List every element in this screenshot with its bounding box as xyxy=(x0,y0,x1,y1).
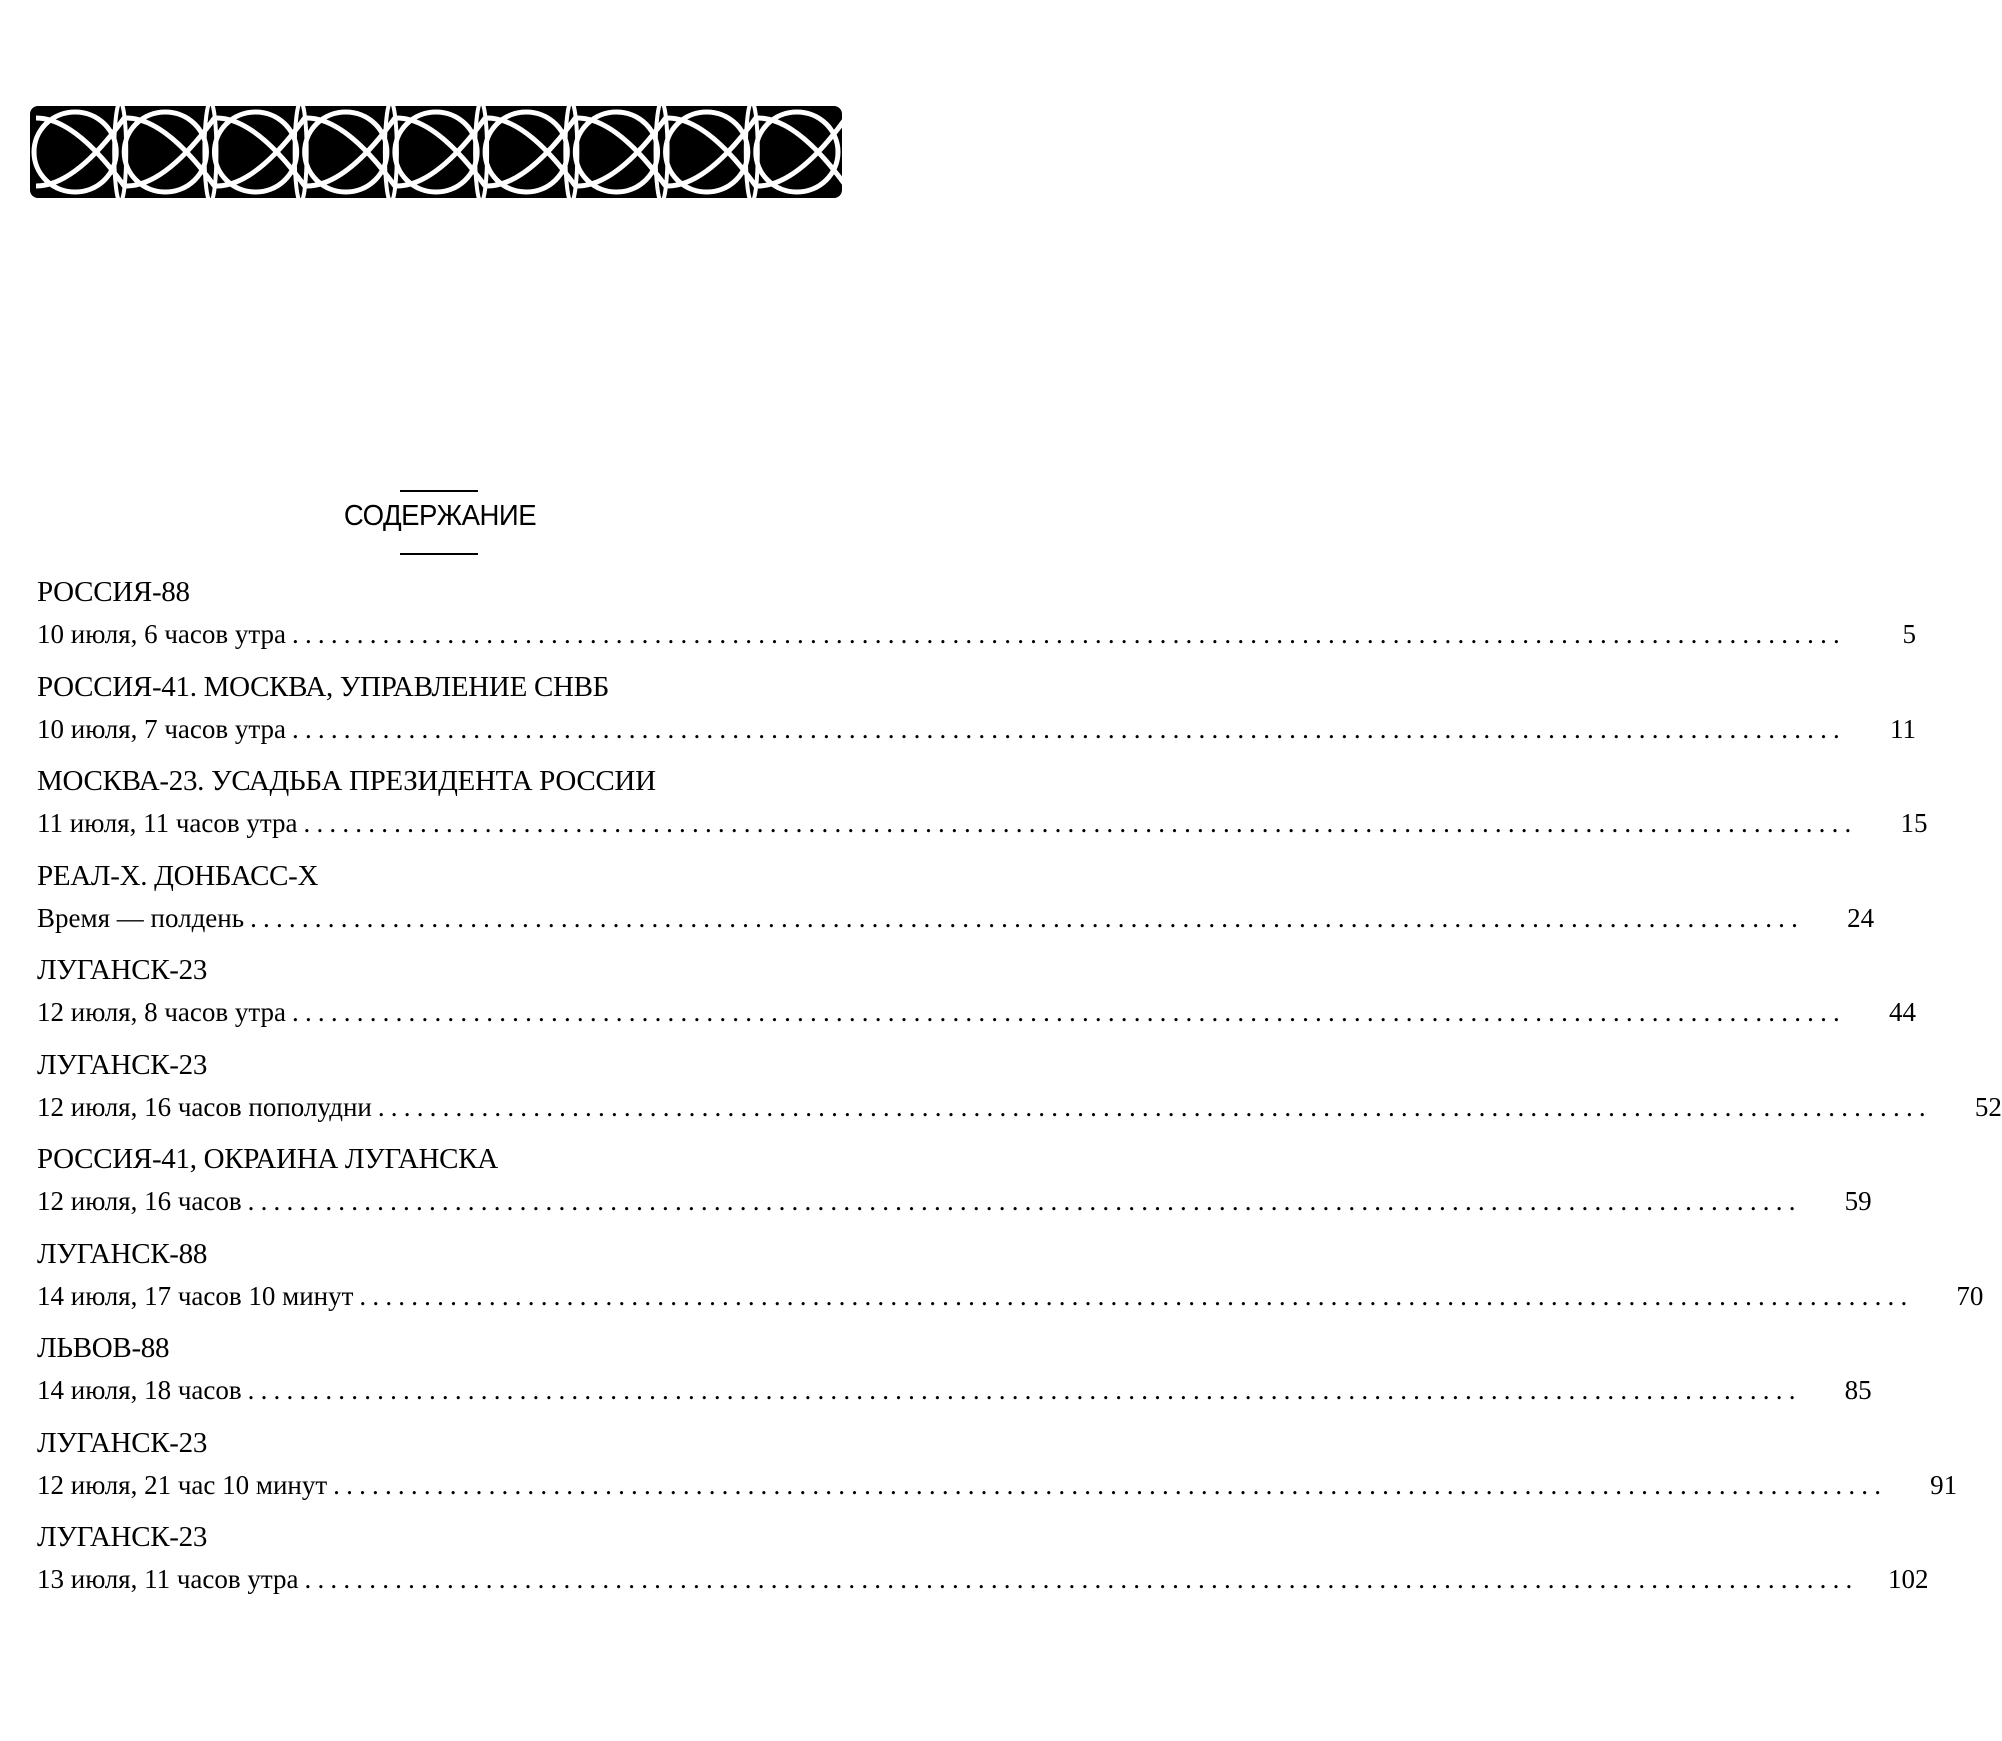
toc-entry-heading: РОССИЯ-41, ОКРАИНА ЛУГАНСКА xyxy=(37,1143,498,1175)
toc-entry[interactable] xyxy=(37,1517,1929,1612)
dot-leader: ........................................................................................................................ xyxy=(359,1280,1914,1311)
toc-entry-page-number: 5 xyxy=(1902,619,1916,649)
toc-entry-page-number: 24 xyxy=(1847,902,1875,933)
toc-entry-subtitle: 13 июля, 11 часов утра xyxy=(37,1564,299,1594)
toc-entry-heading: ЛУГАНСК-23 xyxy=(37,1426,208,1459)
dot-leader: ........................................................................................................................ xyxy=(292,713,1846,744)
celtic-knot-banner xyxy=(30,98,842,206)
toc-entry-subtitle: 10 июля, 6 часов утра xyxy=(37,619,286,649)
toc-entry-heading: ЛУГАНСК-88 xyxy=(37,1237,208,1270)
toc-entry-page-number: 15 xyxy=(1900,808,1928,838)
toc-entry[interactable] xyxy=(37,667,1916,762)
toc-entry-heading: ЛЬВОВ-88 xyxy=(37,1332,170,1364)
toc-entry-page-number: 11 xyxy=(1890,713,1916,744)
dot-leader: ........................................................................................................................ xyxy=(292,997,1846,1027)
dot-leader: ........................................................................................................................ xyxy=(333,1469,1888,1500)
toc-entry[interactable] xyxy=(37,572,1916,667)
title-rule-bottom xyxy=(400,553,478,555)
toc-entry-page-number: 59 xyxy=(1844,1186,1872,1216)
toc-entry[interactable] xyxy=(37,950,1916,1045)
toc-entry-subtitle: 12 июля, 21 час 10 минут xyxy=(37,1469,328,1500)
toc-entry[interactable] xyxy=(37,761,1928,856)
table-of-contents xyxy=(37,572,2002,1612)
toc-entry-heading: ЛУГАНСК-23 xyxy=(37,1521,208,1553)
toc-entry-page-number: 91 xyxy=(1930,1469,1958,1500)
page-title: СОДЕРЖАНИЕ xyxy=(343,500,537,532)
dot-leader: ........................................................................................................................ xyxy=(304,1564,1859,1594)
toc-entry-heading: РЕАЛ-Х. ДОНБАСС-Х xyxy=(37,859,319,892)
title-rule-top xyxy=(400,490,478,492)
toc-entry-subtitle: 11 июля, 11 часов утра xyxy=(37,808,298,838)
toc-entry[interactable] xyxy=(37,1234,1984,1329)
toc-entry-heading: ЛУГАНСК-23 xyxy=(37,1048,208,1081)
toc-entry[interactable] xyxy=(37,856,1875,951)
toc-entry-page-number: 102 xyxy=(1888,1564,1929,1594)
toc-entry-subtitle: Время — полдень xyxy=(37,902,245,933)
toc-entry-page-number: 85 xyxy=(1844,1375,1872,1405)
dot-leader: ........................................................................................................................ xyxy=(292,619,1846,649)
dot-leader: ........................................................................................................................ xyxy=(303,808,1858,838)
toc-entry-page-number: 52 xyxy=(1974,1091,2002,1122)
toc-entry-subtitle: 14 июля, 17 часов 10 минут xyxy=(37,1280,354,1311)
dot-leader: ........................................................................................................................ xyxy=(247,1186,1802,1216)
toc-entry-subtitle: 12 июля, 8 часов утра xyxy=(37,997,286,1027)
dot-leader: ........................................................................................................................ xyxy=(250,902,1805,933)
toc-entry[interactable] xyxy=(37,1328,1872,1423)
toc-entry-page-number: 44 xyxy=(1889,997,1916,1027)
toc-entry-heading: РОССИЯ-88 xyxy=(37,576,190,608)
toc-entry[interactable] xyxy=(37,1045,2002,1140)
toc-entry-subtitle: 10 июля, 7 часов утра xyxy=(37,713,286,744)
toc-entry-heading: МОСКВА-23. УСАДЬБА ПРЕЗИДЕНТА РОССИИ xyxy=(37,765,656,797)
dot-leader: ........................................................................................................................ xyxy=(377,1091,1932,1122)
toc-entry[interactable] xyxy=(37,1423,1958,1518)
toc-entry-page-number: 70 xyxy=(1956,1280,1984,1311)
toc-entry-subtitle: 12 июля, 16 часов xyxy=(37,1186,242,1216)
toc-entry-subtitle: 14 июля, 18 часов xyxy=(37,1375,242,1405)
toc-entry[interactable] xyxy=(37,1139,1872,1234)
toc-entry-heading: РОССИЯ-41. МОСКВА, УПРАВЛЕНИЕ СНВБ xyxy=(37,670,610,703)
toc-entry-subtitle: 12 июля, 16 часов пополудни xyxy=(37,1091,372,1122)
toc-entry-heading: ЛУГАНСК-23 xyxy=(37,954,208,986)
dot-leader: ........................................................................................................................ xyxy=(247,1375,1802,1405)
